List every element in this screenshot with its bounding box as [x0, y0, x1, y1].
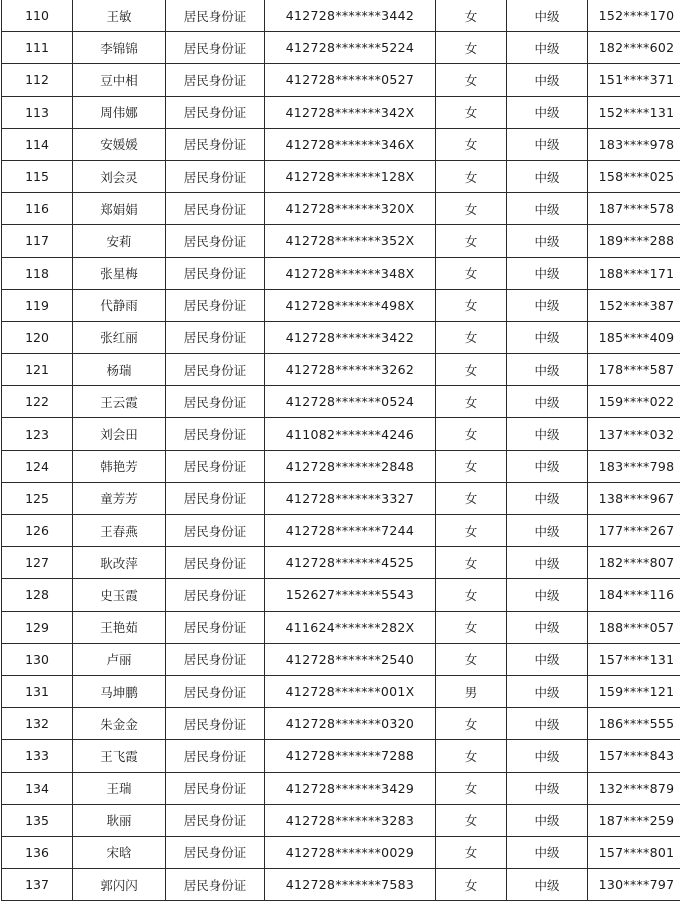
table-row: [2, 193, 680, 225]
level-cell: 中级: [507, 160, 588, 192]
row-index-cell: 112: [2, 64, 73, 96]
name-cell: 宋晗: [73, 836, 166, 868]
row-index-cell: 116: [2, 193, 73, 225]
name-cell: 杨瑞: [73, 354, 166, 386]
id-type-cell: 居民身份证: [166, 547, 265, 579]
phone-cell: 159****022: [588, 386, 680, 418]
name-cell: 王春燕: [73, 515, 166, 547]
id-number-cell: 412728*******2848: [265, 450, 436, 482]
phone-cell: 182****602: [588, 32, 680, 64]
id-number-cell: 412728*******7288: [265, 740, 436, 772]
id-number-cell: 412728*******3422: [265, 321, 436, 353]
id-type-cell: 居民身份证: [166, 354, 265, 386]
id-number-cell: 412728*******0320: [265, 708, 436, 740]
gender-cell: 女: [436, 160, 507, 192]
gender-cell: 女: [436, 96, 507, 128]
table-row: [2, 354, 680, 386]
phone-cell: 183****798: [588, 450, 680, 482]
id-number-cell: 152627*******5543: [265, 579, 436, 611]
row-index-cell: 115: [2, 160, 73, 192]
phone-cell: 182****807: [588, 547, 680, 579]
name-cell: 张红丽: [73, 321, 166, 353]
level-cell: 中级: [507, 804, 588, 836]
gender-cell: 女: [436, 289, 507, 321]
level-cell: 中级: [507, 64, 588, 96]
id-number-cell: 412728*******3327: [265, 482, 436, 514]
table-row: [2, 772, 680, 804]
gender-cell: 女: [436, 257, 507, 289]
level-cell: 中级: [507, 289, 588, 321]
name-cell: 李锦锦: [73, 32, 166, 64]
id-type-cell: 居民身份证: [166, 482, 265, 514]
row-index-cell: 131: [2, 675, 73, 707]
id-type-cell: 居民身份证: [166, 515, 265, 547]
phone-cell: 132****879: [588, 772, 680, 804]
gender-cell: 女: [436, 0, 507, 32]
gender-cell: 女: [436, 643, 507, 675]
name-cell: 王敏: [73, 0, 166, 32]
id-type-cell: 居民身份证: [166, 708, 265, 740]
gender-cell: 女: [436, 611, 507, 643]
id-type-cell: 居民身份证: [166, 32, 265, 64]
row-index-cell: 125: [2, 482, 73, 514]
level-cell: 中级: [507, 547, 588, 579]
level-cell: 中级: [507, 0, 588, 32]
level-cell: 中级: [507, 740, 588, 772]
table-row: [2, 579, 680, 611]
id-number-cell: 412728*******5224: [265, 32, 436, 64]
gender-cell: 女: [436, 64, 507, 96]
roster-table: [1, 0, 680, 901]
level-cell: 中级: [507, 225, 588, 257]
level-cell: 中级: [507, 354, 588, 386]
row-index-cell: 124: [2, 450, 73, 482]
level-cell: 中级: [507, 643, 588, 675]
gender-cell: 女: [436, 321, 507, 353]
id-type-cell: 居民身份证: [166, 675, 265, 707]
gender-cell: 女: [436, 354, 507, 386]
id-type-cell: 居民身份证: [166, 611, 265, 643]
id-number-cell: 412728*******0527: [265, 64, 436, 96]
name-cell: 卢丽: [73, 643, 166, 675]
gender-cell: 女: [436, 772, 507, 804]
row-index-cell: 133: [2, 740, 73, 772]
phone-cell: 188****171: [588, 257, 680, 289]
id-type-cell: 居民身份证: [166, 804, 265, 836]
id-type-cell: 居民身份证: [166, 96, 265, 128]
id-type-cell: 居民身份证: [166, 579, 265, 611]
name-cell: 耿改萍: [73, 547, 166, 579]
row-index-cell: 117: [2, 225, 73, 257]
table-row: [2, 643, 680, 675]
gender-cell: 男: [436, 675, 507, 707]
gender-cell: 女: [436, 225, 507, 257]
id-type-cell: 居民身份证: [166, 740, 265, 772]
table-row: [2, 547, 680, 579]
id-type-cell: 居民身份证: [166, 643, 265, 675]
level-cell: 中级: [507, 450, 588, 482]
id-number-cell: 412728*******4525: [265, 547, 436, 579]
gender-cell: 女: [436, 708, 507, 740]
phone-cell: 187****259: [588, 804, 680, 836]
gender-cell: 女: [436, 804, 507, 836]
table-row: [2, 515, 680, 547]
table-row: [2, 675, 680, 707]
row-index-cell: 127: [2, 547, 73, 579]
table-row: [2, 482, 680, 514]
level-cell: 中级: [507, 418, 588, 450]
level-cell: 中级: [507, 128, 588, 160]
level-cell: 中级: [507, 96, 588, 128]
id-number-cell: 412728*******3262: [265, 354, 436, 386]
gender-cell: 女: [436, 128, 507, 160]
row-index-cell: 137: [2, 869, 73, 901]
phone-cell: 184****116: [588, 579, 680, 611]
name-cell: 耿丽: [73, 804, 166, 836]
table-row: [2, 96, 680, 128]
phone-cell: 177****267: [588, 515, 680, 547]
phone-cell: 185****409: [588, 321, 680, 353]
level-cell: 中级: [507, 836, 588, 868]
row-index-cell: 123: [2, 418, 73, 450]
level-cell: 中级: [507, 579, 588, 611]
phone-cell: 187****578: [588, 193, 680, 225]
name-cell: 郭闪闪: [73, 869, 166, 901]
id-type-cell: 居民身份证: [166, 225, 265, 257]
gender-cell: 女: [436, 547, 507, 579]
id-number-cell: 412728*******3429: [265, 772, 436, 804]
id-number-cell: 412728*******7244: [265, 515, 436, 547]
phone-cell: 188****057: [588, 611, 680, 643]
id-number-cell: 412728*******2540: [265, 643, 436, 675]
phone-cell: 138****967: [588, 482, 680, 514]
id-type-cell: 居民身份证: [166, 128, 265, 160]
phone-cell: 152****170: [588, 0, 680, 32]
row-index-cell: 136: [2, 836, 73, 868]
id-type-cell: 居民身份证: [166, 160, 265, 192]
row-index-cell: 113: [2, 96, 73, 128]
gender-cell: 女: [436, 869, 507, 901]
phone-cell: 137****032: [588, 418, 680, 450]
phone-cell: 157****131: [588, 643, 680, 675]
row-index-cell: 132: [2, 708, 73, 740]
level-cell: 中级: [507, 515, 588, 547]
table-row: [2, 128, 680, 160]
table-row: [2, 836, 680, 868]
id-type-cell: 居民身份证: [166, 386, 265, 418]
level-cell: 中级: [507, 482, 588, 514]
gender-cell: 女: [436, 418, 507, 450]
name-cell: 王瑞: [73, 772, 166, 804]
id-number-cell: 412728*******352X: [265, 225, 436, 257]
id-number-cell: 412728*******3283: [265, 804, 436, 836]
table-row: [2, 321, 680, 353]
phone-cell: 152****131: [588, 96, 680, 128]
level-cell: 中级: [507, 321, 588, 353]
gender-cell: 女: [436, 740, 507, 772]
name-cell: 刘会田: [73, 418, 166, 450]
table-row: [2, 869, 680, 901]
id-type-cell: 居民身份证: [166, 64, 265, 96]
name-cell: 张星梅: [73, 257, 166, 289]
row-index-cell: 120: [2, 321, 73, 353]
phone-cell: 151****371: [588, 64, 680, 96]
row-index-cell: 122: [2, 386, 73, 418]
id-number-cell: 412728*******001X: [265, 675, 436, 707]
id-number-cell: 412728*******348X: [265, 257, 436, 289]
row-index-cell: 114: [2, 128, 73, 160]
id-number-cell: 411624*******282X: [265, 611, 436, 643]
id-number-cell: 411082*******4246: [265, 418, 436, 450]
row-index-cell: 135: [2, 804, 73, 836]
table-row: [2, 160, 680, 192]
row-index-cell: 110: [2, 0, 73, 32]
id-number-cell: 412728*******346X: [265, 128, 436, 160]
level-cell: 中级: [507, 611, 588, 643]
name-cell: 韩艳芳: [73, 450, 166, 482]
gender-cell: 女: [436, 450, 507, 482]
id-type-cell: 居民身份证: [166, 257, 265, 289]
id-number-cell: 412728*******3442: [265, 0, 436, 32]
id-number-cell: 412728*******0029: [265, 836, 436, 868]
id-type-cell: 居民身份证: [166, 869, 265, 901]
level-cell: 中级: [507, 386, 588, 418]
table-row: [2, 386, 680, 418]
id-number-cell: 412728*******7583: [265, 869, 436, 901]
name-cell: 童芳芳: [73, 482, 166, 514]
level-cell: 中级: [507, 772, 588, 804]
table-row: [2, 708, 680, 740]
id-number-cell: 412728*******498X: [265, 289, 436, 321]
phone-cell: 152****387: [588, 289, 680, 321]
table-row: [2, 0, 680, 32]
table-row: [2, 32, 680, 64]
table-row: [2, 611, 680, 643]
name-cell: 周伟娜: [73, 96, 166, 128]
phone-cell: 157****801: [588, 836, 680, 868]
table-row: [2, 740, 680, 772]
level-cell: 中级: [507, 257, 588, 289]
gender-cell: 女: [436, 386, 507, 418]
id-type-cell: 居民身份证: [166, 193, 265, 225]
name-cell: 王云霞: [73, 386, 166, 418]
phone-cell: 189****288: [588, 225, 680, 257]
roster-table-body: [2, 0, 680, 901]
row-index-cell: 119: [2, 289, 73, 321]
id-type-cell: 居民身份证: [166, 321, 265, 353]
name-cell: 刘会灵: [73, 160, 166, 192]
id-number-cell: 412728*******128X: [265, 160, 436, 192]
phone-cell: 130****797: [588, 869, 680, 901]
id-type-cell: 居民身份证: [166, 0, 265, 32]
id-type-cell: 居民身份证: [166, 772, 265, 804]
name-cell: 代静雨: [73, 289, 166, 321]
phone-cell: 178****587: [588, 354, 680, 386]
row-index-cell: 118: [2, 257, 73, 289]
row-index-cell: 129: [2, 611, 73, 643]
row-index-cell: 111: [2, 32, 73, 64]
table-row: [2, 418, 680, 450]
table-row: [2, 450, 680, 482]
table-row: [2, 804, 680, 836]
phone-cell: 158****025: [588, 160, 680, 192]
id-number-cell: 412728*******0524: [265, 386, 436, 418]
gender-cell: 女: [436, 482, 507, 514]
name-cell: 豆中相: [73, 64, 166, 96]
row-index-cell: 126: [2, 515, 73, 547]
gender-cell: 女: [436, 579, 507, 611]
id-number-cell: 412728*******342X: [265, 96, 436, 128]
gender-cell: 女: [436, 193, 507, 225]
name-cell: 安媛媛: [73, 128, 166, 160]
name-cell: 郑娟娟: [73, 193, 166, 225]
name-cell: 王飞霞: [73, 740, 166, 772]
row-index-cell: 134: [2, 772, 73, 804]
name-cell: 史玉霞: [73, 579, 166, 611]
phone-cell: 159****121: [588, 675, 680, 707]
level-cell: 中级: [507, 32, 588, 64]
level-cell: 中级: [507, 869, 588, 901]
id-type-cell: 居民身份证: [166, 836, 265, 868]
row-index-cell: 121: [2, 354, 73, 386]
name-cell: 安莉: [73, 225, 166, 257]
level-cell: 中级: [507, 708, 588, 740]
row-index-cell: 128: [2, 579, 73, 611]
table-row: [2, 64, 680, 96]
id-type-cell: 居民身份证: [166, 450, 265, 482]
table-row: [2, 257, 680, 289]
row-index-cell: 130: [2, 643, 73, 675]
table-row: [2, 289, 680, 321]
gender-cell: 女: [436, 32, 507, 64]
phone-cell: 186****555: [588, 708, 680, 740]
id-number-cell: 412728*******320X: [265, 193, 436, 225]
table-row: [2, 225, 680, 257]
gender-cell: 女: [436, 836, 507, 868]
phone-cell: 183****978: [588, 128, 680, 160]
name-cell: 马坤鹏: [73, 675, 166, 707]
level-cell: 中级: [507, 193, 588, 225]
name-cell: 朱金金: [73, 708, 166, 740]
gender-cell: 女: [436, 515, 507, 547]
level-cell: 中级: [507, 675, 588, 707]
phone-cell: 157****843: [588, 740, 680, 772]
id-type-cell: 居民身份证: [166, 418, 265, 450]
name-cell: 王艳茹: [73, 611, 166, 643]
id-type-cell: 居民身份证: [166, 289, 265, 321]
